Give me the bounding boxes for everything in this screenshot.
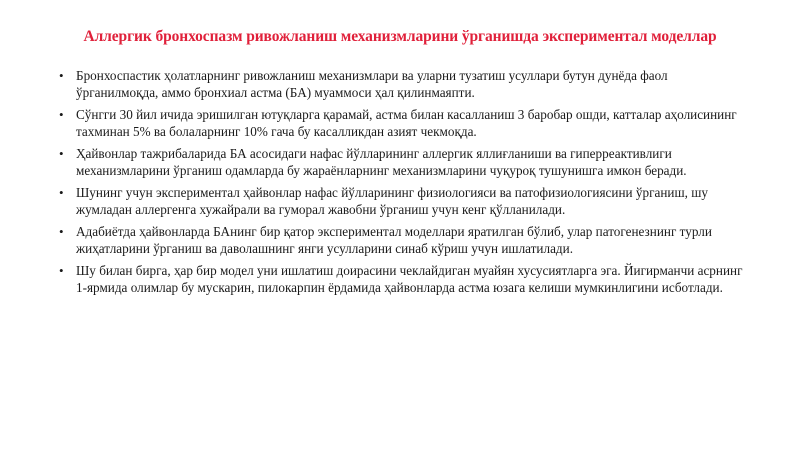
bullet-list xyxy=(59,67,749,301)
bullet-text: Ҳайвонлар тажрибаларида БА асосидаги нафас йўлларининг аллергик яллиғланиши ва гиперреактивлиги механизмларини ўрганиш одамларда бу жараёнларнинг механизмларини чуқуроқ тушунишга имкон беради. xyxy=(76,146,687,178)
slide-title: Аллергик бронхоспазм ривожланиш механизмларини ўрганишда экспериментал моделлар xyxy=(83,28,717,45)
bullet-text: Сўнгги 30 йил ичида эришилган ютуқларга қарамай, астма билан касалланиш 3 баробар ошди, катталар аҳолисининг тахминан 5% ва болаларнинг 10% гача бу касалликдан азият чекмоқда. xyxy=(76,107,737,139)
bullet-item xyxy=(59,184,749,218)
bullet-dot-icon: • xyxy=(59,68,64,83)
bullet-dot-icon: • xyxy=(59,224,64,239)
bullet-text: Шунинг учун экспериментал ҳайвонлар нафас йўлларининг физиологияси ва патофизиологиясини ўрганиш, шу жумладан аллергенга хужайрали ва гуморал жавобни ўрганиш учун кенг қўлланилади. xyxy=(76,185,708,217)
bullet-text: Бронхоспастик ҳолатларнинг ривожланиш механизмлари ва уларни тузатиш усуллари бутун дунёда фаол ўрганилмоқда, аммо бронхиал астма (БА) муаммоси ҳал қилинмаяпти. xyxy=(76,68,668,100)
bullet-item xyxy=(59,67,749,101)
bullet-dot-icon: • xyxy=(59,185,64,200)
bullet-text: Шу билан бирга, ҳар бир модел уни ишлатиш доирасини чеклайдиган муайян хусусиятларга эга. Йигирманчи асрнинг 1-ярмида олимлар бу мускарин, пилокарпин ёрдамида ҳайвонларда астма юзага келиши мумкинлигини исботлади. xyxy=(76,263,743,295)
bullet-dot-icon: • xyxy=(59,107,64,122)
bullet-dot-icon: • xyxy=(59,263,64,278)
bullet-item xyxy=(59,145,749,179)
bullet-item xyxy=(59,223,749,257)
bullet-item xyxy=(59,106,749,140)
bullet-text: Адабиётда ҳайвонларда БАнинг бир қатор экспериментал моделлари яратилган бўлиб, улар патогенезнинг турли жиҳатларини ўрганиш ва даволашнинг янги усулларини синаб кўриш учун ишлатилади. xyxy=(76,224,712,256)
bullet-dot-icon: • xyxy=(59,146,64,161)
bullet-item xyxy=(59,262,749,296)
